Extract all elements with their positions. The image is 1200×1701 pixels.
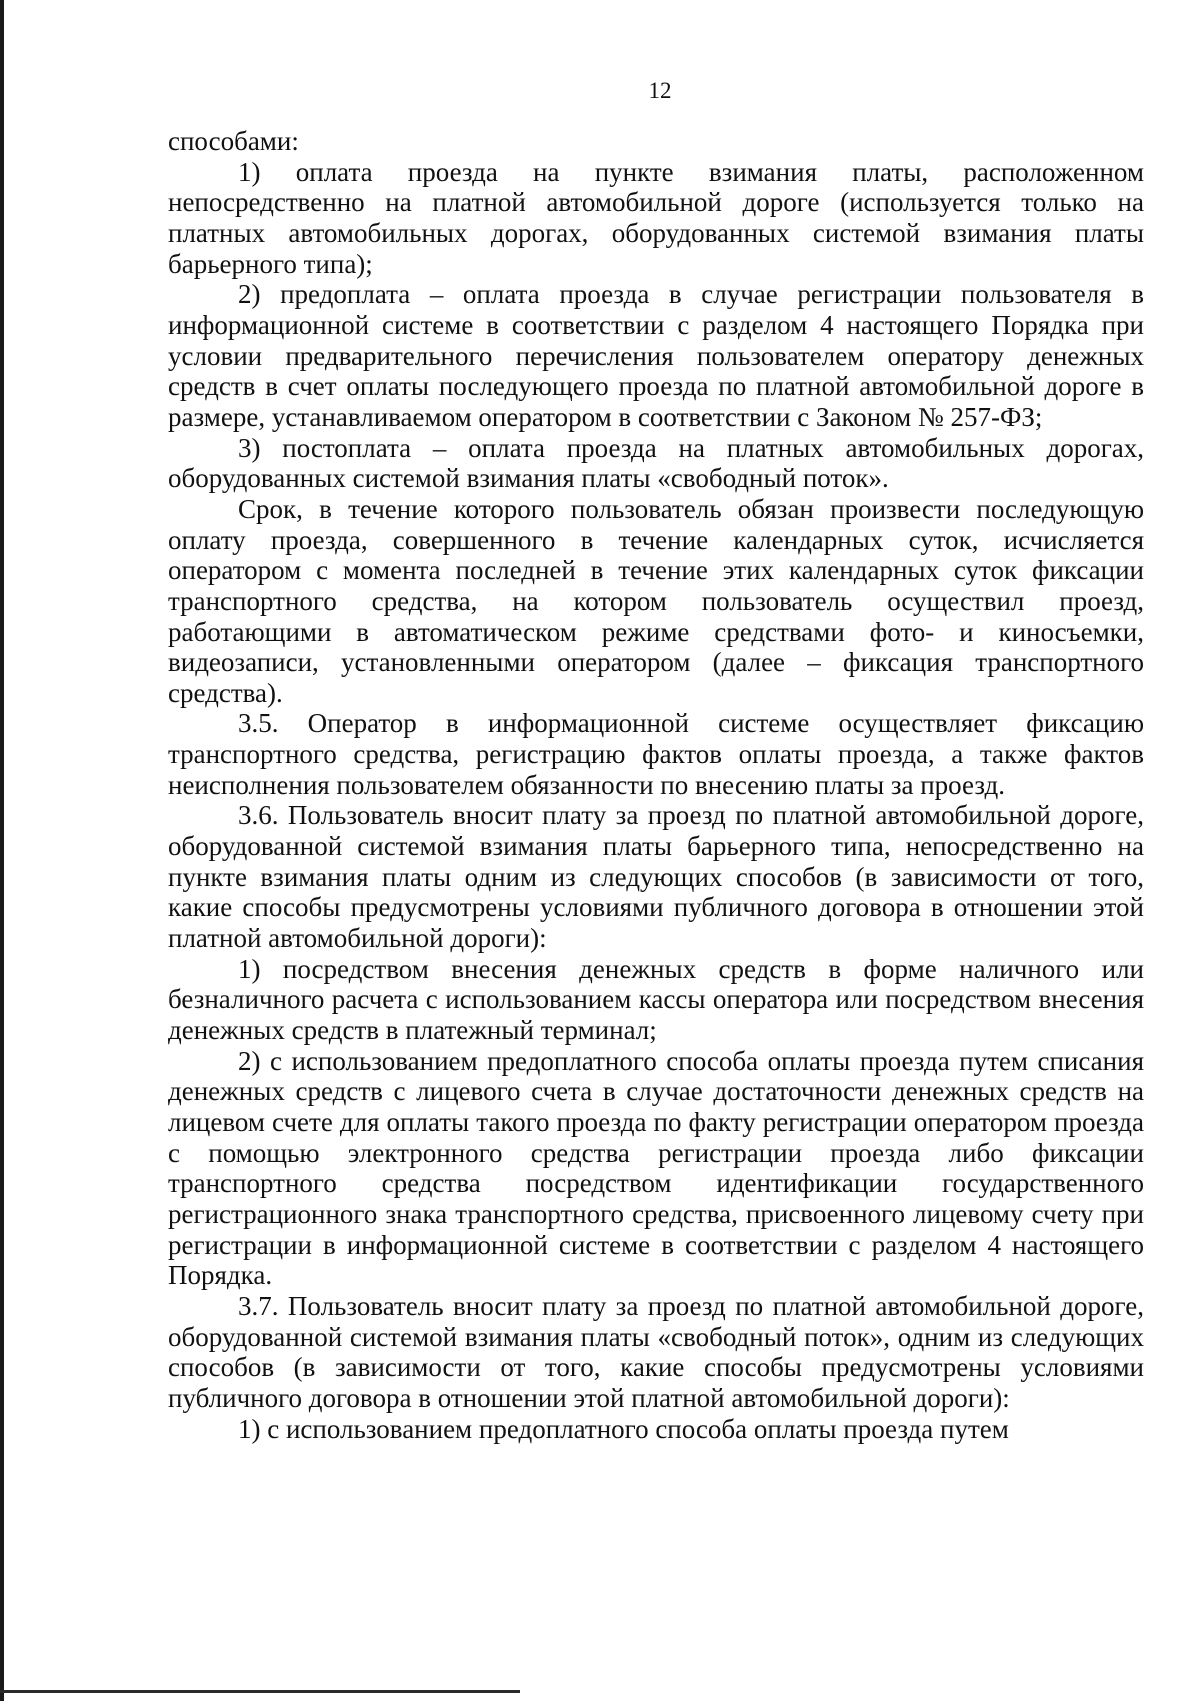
- paragraph-item-2-prepayment: 2) предоплата – оплата проезда в случае регистрации пользователя в информационной системе в соответствии с разделом 4 настоящего Порядка при условии предварительного перечисления пользователем оператору денежных средств в счет оплаты последующего проезда по платной автомобильной дороге в размере, устанавливаемом оператором в соответствии с Законом № 257-ФЗ;: [168, 279, 1144, 432]
- paragraph-continuation: способами:: [168, 126, 299, 156]
- paragraph-payment-term: Срок, в течение которого пользователь обязан произвести последующую оплату проезда, совершенного в течение календарных суток, исчисляется оператором с момента последней в течение этих календарных суток фиксации транспортного средства, на котором пользователь осуществил проезд, работающими в автоматическом режиме средствами фото- и киносъемки, видеозаписи, установленными оператором (далее – фиксация транспортного средства).: [168, 493, 1144, 708]
- paragraph-section-3-6: 3.6. Пользователь вносит плату за проезд по платной автомобильной дороге, оборудованной системой взимания платы барьерного типа, непосредственно на пункте взимания платы одним из следующих способов (в зависимости от того, какие способы предусмотрены условиями публичного договора в отношении этой платной автомобильной дороги):: [168, 800, 1144, 954]
- paragraph-section-3-7: 3.7. Пользователь вносит плату за проезд по платной автомобильной дороге, оборудованной системой взимания платы «свободный поток», одним из следующих способов (в зависимости от того, какие способы предусмотрены условиями публичного договора в отношении этой платной автомобильной дороги):: [168, 1290, 1144, 1413]
- paragraph-section-3-5: 3.5. Оператор в информационной системе осуществляет фиксацию транспортного средства, регистрацию фактов оплаты проезда, а также фактов неисполнения пользователем обязанности по внесению платы за проезд.: [168, 708, 1144, 800]
- page-number: 12: [648, 78, 672, 103]
- document-body: [168, 126, 1144, 1444]
- scan-edge-bottom: [0, 1690, 520, 1693]
- scan-edge-left: [0, 0, 4, 1701]
- paragraph-item-3-postpayment: 3) постоплата – оплата проезда на платных автомобильных дорогах, оборудованных системой взимания платы «свободный поток».: [168, 432, 1144, 494]
- paragraph-item-1-toll-point: 1) оплата проезда на пункте взимания платы, расположенном непосредственно на платной автомобильной дороге (используется только на платных автомобильных дорогах, оборудованных системой взимания платы барьерного типа);: [168, 156, 1144, 279]
- paragraph-3-7-item-1: 1) с использованием предоплатного способа оплаты проезда путем: [238, 1413, 1009, 1444]
- paragraph-3-6-item-1: 1) посредством внесения денежных средств в форме наличного или безналичного расчета с использованием кассы оператора или посредством внесения денежных средств в платежный терминал;: [168, 953, 1144, 1046]
- paragraph-3-6-item-2: 2) с использованием предоплатного способа оплаты проезда путем списания денежных средств с лицевого счета в случае достаточности денежных средств на лицевом счете для оплаты такого проезда по факту регистрации оператором проезда с помощью электронного средства регистрации проезда либо фиксации транспортного средства посредством идентификации государственного регистрационного знака транспортного средства, присвоенного лицевому счету при регистрации в информационной системе в соответствии с разделом 4 настоящего Порядка.: [168, 1045, 1144, 1291]
